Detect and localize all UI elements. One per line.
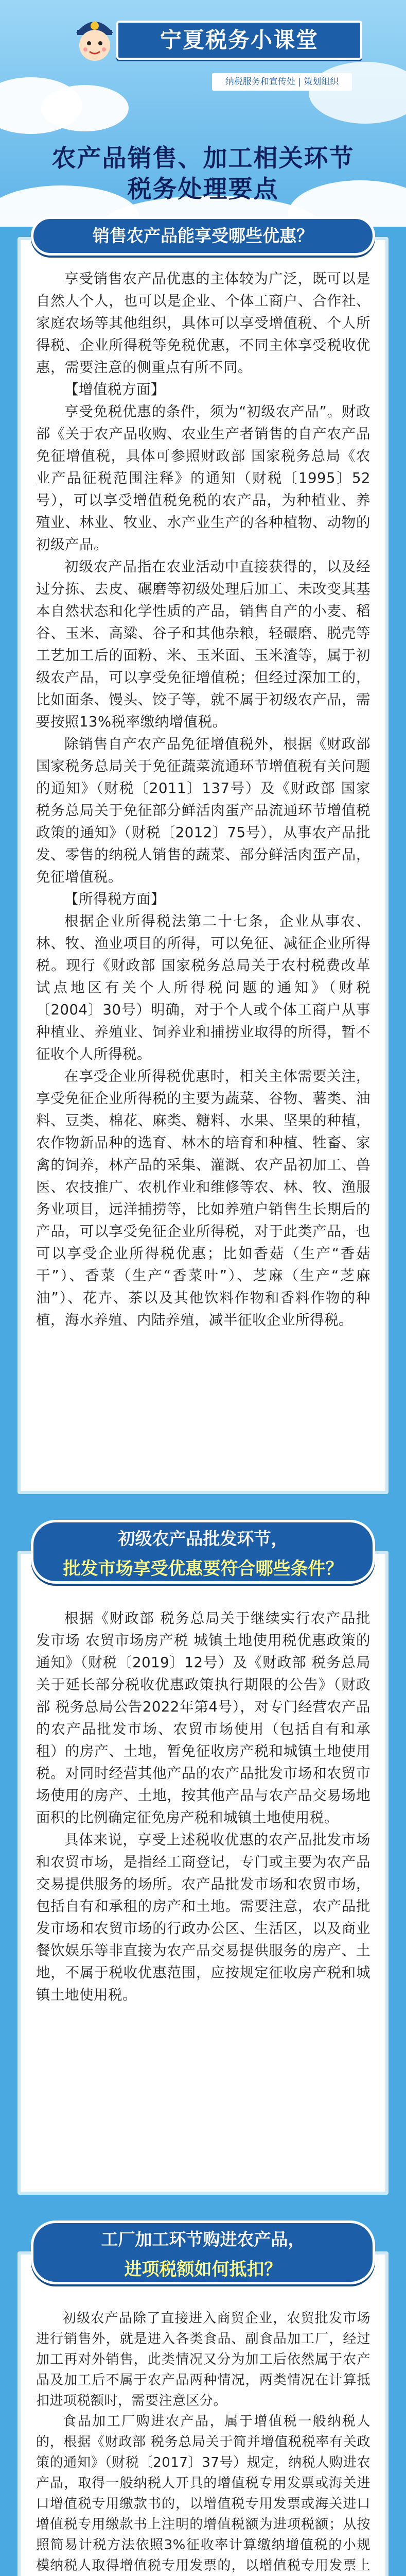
- paragraph: 享受销售农产品优惠的主体较为广泛，既可以是自然人个人，也可以是企业、个体工商户、合作社、家庭农场等其他组织，具体可以享受增值税、个人所得税、企业所得税等免税优惠，不同主体享受税收优惠，需要注意的侧重点有所不同。: [36, 270, 370, 376]
- section-heading-text: 工厂加工环节购进农产品，: [101, 2229, 305, 2249]
- section-heading-wholesale: [31, 1520, 375, 1584]
- paragraph: 享受免税优惠的条件，须为“初级农产品”。财政部《关于农产品收购、农业生产者销售的自产农产品免征增值税，具体可参照财政部 国家税务总局《农业产品征税范围注释》的通知（财税〔1995〕52号），可以享受增值税免税的农产品，为种植业、养殖业、林业、牧业、水产业生产的各种植物、动物的初级产品。: [36, 403, 370, 553]
- subheading-vat: 【增值税方面】: [64, 381, 165, 398]
- paragraph: 在享受企业所得税优惠时，相关主体需要关注，享受免征企业所得税的主要为蔬菜、谷物、薯类、油料、豆类、棉花、麻类、糖料、水果、坚果的种植，农作物新品种的选育、林木的培育和种植、牲畜、家禽的饲养，林产品的采集、灌溉、农产品初加工、兽医、农技推广、农机作业和维修等农、林、牧、渔服务业项目，远洋捕捞等，比如养殖户销售生长期后的产品，可以享受免征企业所得税，对于此类产品，也可以享受企业所得税优惠；比如香菇（生产“香菇干”）、香菜（生产“香菜叶”）、芝麻（生产“芝麻油”）、花卉、茶以及其他饮料作物和香料作物的种植，海水养殖、内陆养殖，减半征收企业所得税。: [36, 1068, 370, 1328]
- subheading-income-tax: 【所得税方面】: [64, 891, 165, 907]
- paragraph: 食品加工厂购进农产品，属于增值税一般纳税人的，根据《财政部 税务总局关于简并增值税税率有关政策的通知》（财税〔2017〕37号）规定，纳税人购进农产品，取得一般纳税人开具的增值税专用发票或海关进口增值税专用缴款书的，以增值税专用发票或海关进口增值税专用缴款书上注明的增值税额为进项税额；从按照简易计税方法依照3%征收率计算缴纳增值税的小规模纳税人取得增值税专用发票的，以增值税专用发票上: [36, 2414, 370, 2573]
- section-heading-processing: [31, 2221, 375, 2284]
- paragraph: 根据企业所得税法第二十七条，企业从事农、林、牧、渔业项目的所得，可以免征、减征企业所得税。现行《财政部 国家税务总局关于农村税费改革试点地区有关个人所得税问题的通知》（财税〔2004〕30号）明确，对于个人或个体工商户从事种植业、养殖业、饲养业和捕捞业取得的所得，暂不征收个人所得税。: [36, 913, 370, 1062]
- banner-title: 宁夏税务小课堂: [160, 27, 319, 53]
- section-body-sales: [36, 268, 370, 1331]
- paragraph: 初级农产品除了直接进入商贸企业，农贸批发市场进行销售外，就是进入各类食品、副食品加工厂，经过加工再对外销售，此类情况又分为加工后依然属于农产品及加工后不属于农产品两种情况，两类情况在计算抵扣进项税额时，需要注意区分。: [36, 2311, 370, 2409]
- tax-mascot-icon: [71, 13, 118, 65]
- section-heading-text: 销售农产品能享受哪些优惠？: [93, 226, 313, 246]
- section-body-wholesale: [36, 1607, 370, 2006]
- paragraph: 除销售自产农产品免征增值税外，根据《财政部 国家税务总局关于免征蔬菜流通环节增值税有关问题的通知》（财税〔2011〕137号）及《财政部 国家税务总局关于免征部分鲜活肉蛋产品流通环节增值税政策的通知》（财税〔2012〕75号），从事农产品批发、零售的纳税人销售的蔬菜、部分鲜活肉蛋产品，免征增值税。: [36, 736, 370, 885]
- section-heading-subtext: 批发市场享受优惠要符合哪些条件？: [63, 1558, 343, 1579]
- cloud-decoration: [309, 62, 406, 124]
- paragraph: 具体来说，享受上述税收优惠的农产品批发市场和农贸市场，是指经工商登记，专门或主要为农产品交易提供服务的场所。农产品批发市场和农贸市场，包括自有和承租的房产和土地。需要注意，农产品批发市场和农贸市场的行政办公区、生活区，以及商业餐饮娱乐等非直接为农产品交易提供服务的房产、土地，不属于税收优惠范围，应按规定征收房产税和城镇土地使用税。: [36, 1832, 370, 2003]
- header-banner: [116, 21, 362, 60]
- organizer-banner: 纳税服务和宣传处 | 策划组织: [212, 73, 352, 91]
- cloud-decoration: [41, 85, 129, 131]
- paragraph: 初级农产品指在农业活动中直接获得的，以及经过分拣、去皮、碾磨等初级处理后加工、未改变其基本自然状态和化学性质的产品，销售自产的小麦、稻谷、玉米、高粱、谷子和其他杂粮，轻碾磨、脱壳等工艺加工后的面粉、米、玉米面、玉米渣等，属于初级农产品，可以享受免征增值税；但经过深加工的，比如面条、馒头、饺子等，就不属于初级农产品，需要按照13%税率缴纳增值税。: [36, 558, 370, 730]
- page-title-line2: 税务处理要点: [127, 175, 279, 204]
- section-heading-text: 初级农产品批发环节，: [118, 1529, 288, 1549]
- page-title-line1: 农产品销售、加工相关环节: [51, 144, 355, 173]
- section-body-processing: [36, 2308, 370, 2576]
- section-heading-sales: [31, 216, 375, 256]
- paragraph: 根据《财政部 税务总局关于继续实行农产品批发市场 农贸市场房产税 城镇土地使用税优惠政策的通知》（财税〔2019〕12号）及《财政部 税务总局关于延长部分税收优惠政策执行期限的公告》（财政部 税务总局公告2022年第4号），对专门经营农产品的农产品批发市场、农贸市场使用（包括自有和承租）的房产、土地，暂免征收房产税和城镇土地使用税。对同时经营其他产品的农产品批发市场和农贸市场使用的房产、土地，按其他产品与农产品交易场地面积的比例确定征免房产税和城镇土地使用税。: [36, 1610, 370, 1826]
- section-heading-subtext: 进项税额如何抵扣？: [124, 2259, 282, 2280]
